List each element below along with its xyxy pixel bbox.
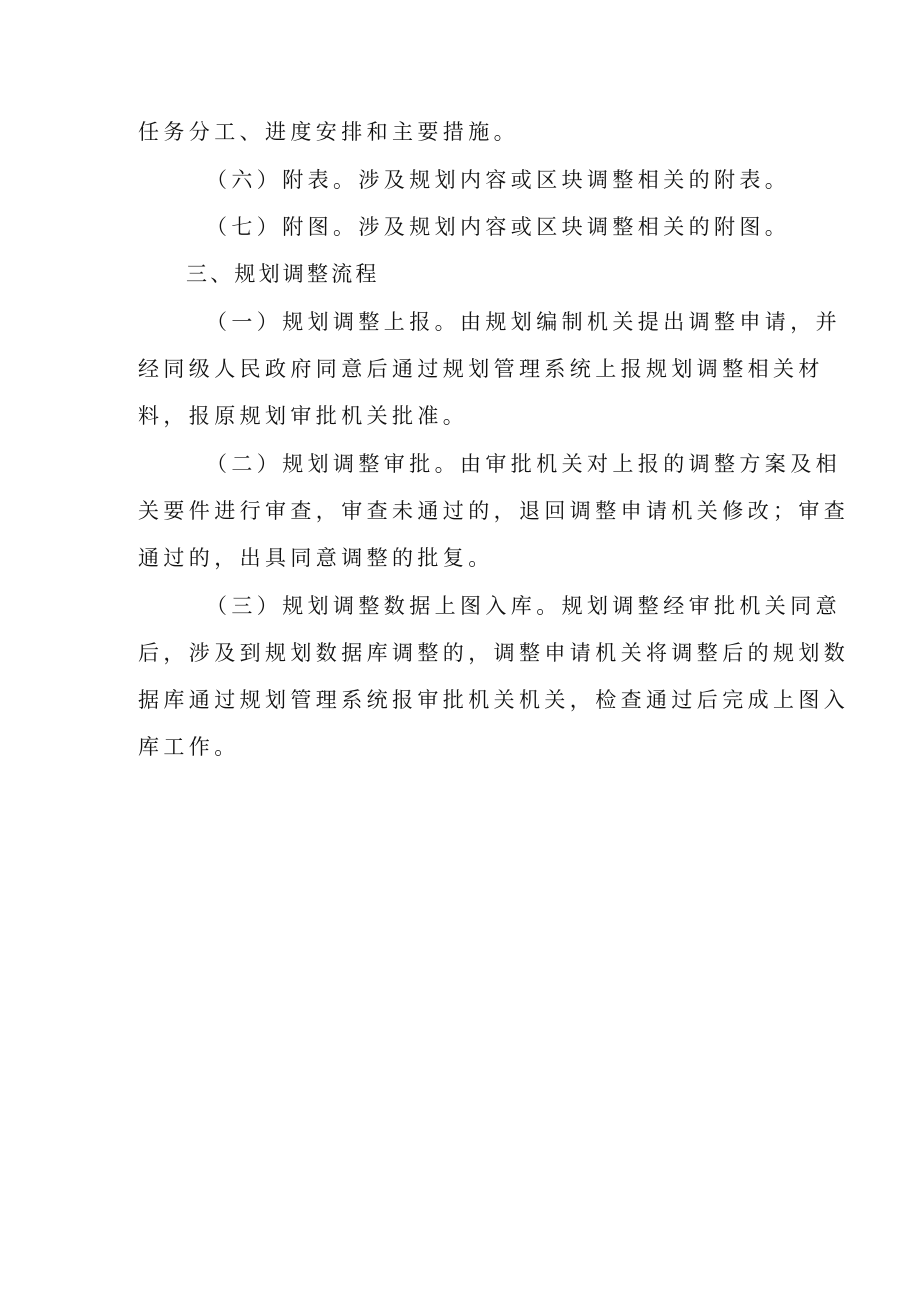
paragraph-report-line-3: 料，报原规划审批机关批准。 (138, 404, 469, 428)
paragraph-line: 任务分工、进度安排和主要措施。 (138, 120, 519, 144)
paragraph-report-line-1: （一）规划调整上报。由规划编制机关提出调整申请，并 (206, 310, 841, 334)
paragraph-database-line-1: （三）规划调整数据上图入库。规划调整经审批机关同意 (206, 594, 841, 618)
paragraph-approval-line-3: 通过的，出具同意调整的批复。 (138, 546, 494, 570)
section-heading: 三、规划调整流程 (186, 262, 380, 286)
paragraph-approval-line-2: 关要件进行审查，审查未通过的，退回调整申请机关修改；审查 (138, 499, 850, 523)
paragraph-appendix-figures: （七）附图。涉及规划内容或区块调整相关的附图。 (206, 215, 791, 239)
paragraph-approval-line-1: （二）规划调整审批。由审批机关对上报的调整方案及相 (206, 452, 841, 476)
paragraph-appendix-tables: （六）附表。涉及规划内容或区块调整相关的附表。 (206, 168, 791, 192)
paragraph-database-line-3: 据库通过规划管理系统报审批机关机关，检查通过后完成上图入 (138, 688, 850, 712)
paragraph-database-line-2: 后，涉及到规划数据库调整的，调整申请机关将调整后的规划数 (138, 641, 850, 665)
paragraph-report-line-2: 经同级人民政府同意后通过规划管理系统上报规划调整相关材 (138, 357, 824, 381)
paragraph-database-line-4: 库工作。 (138, 735, 240, 759)
